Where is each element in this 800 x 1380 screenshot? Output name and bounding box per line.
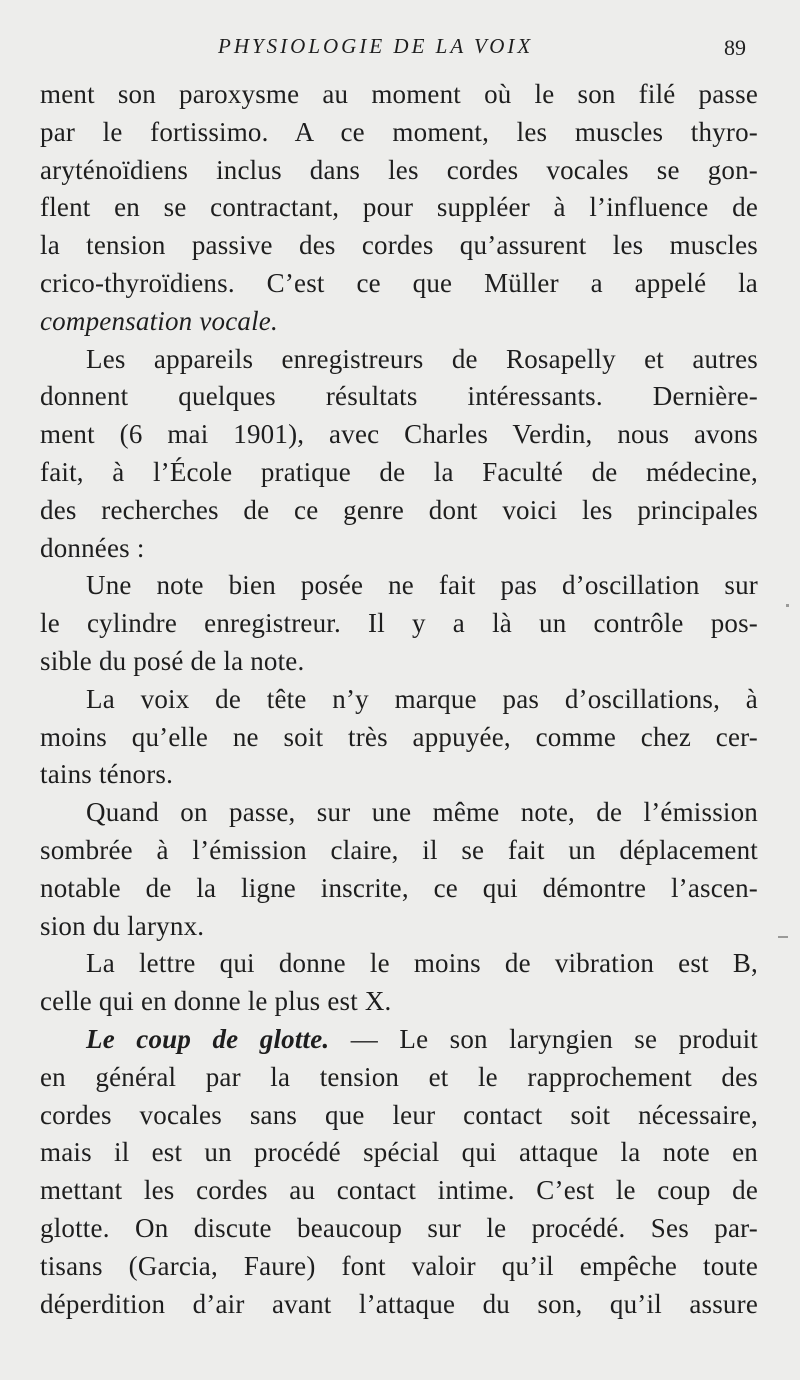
text-line: Les appareils enregistreurs de Rosapelly et autres: [86, 343, 758, 374]
text-line: la tension passive des cordes qu’assurent les muscles: [40, 230, 758, 261]
text-line: cordes vocales sans que leur contact soit nécessaire,: [40, 1099, 758, 1130]
text-line: Le coup de glotte. — Le son laryngien se produit: [86, 1023, 758, 1054]
text-line: Quand on passe, sur une même note, de l’émission: [86, 797, 758, 828]
text-line: des recherches de ce genre dont voici les principales: [40, 494, 758, 525]
text-line: ment (6 mai 1901), avec Charles Verdin, nous avons: [40, 419, 758, 450]
body-text: [40, 76, 758, 1323]
text-line: Une note bien posée ne fait pas d’oscillation sur: [86, 570, 758, 601]
text-line: [40, 303, 758, 341]
text-line: ment son paroxysme au moment où le son filé passe: [40, 79, 758, 109]
text-line: notable de la ligne inscrite, ce qui démontre l’ascen-: [40, 872, 758, 903]
text-line: tains ténors.: [40, 759, 174, 790]
text-line: sible du posé de la note.: [40, 645, 305, 676]
text-line: donnent quelques résultats intéressants. Dernière-: [40, 381, 758, 412]
text-line: glotte. On discute beaucoup sur le procédé. Ses par-: [40, 1212, 758, 1243]
text-line: moins qu’elle ne soit très appuyée, comme chez cer-: [40, 721, 758, 752]
text-line: tisans (Garcia, Faure) font valoir qu’il empêche toute: [40, 1250, 758, 1281]
text-line: flent en se contractant, pour suppléer à l’influence de: [40, 192, 758, 223]
text-line: La voix de tête n’y marque pas d’oscillations, à: [86, 683, 758, 714]
text-line: le cylindre enregistreur. Il y a là un contrôle pos-: [40, 608, 758, 639]
text-line: données :: [40, 532, 145, 563]
text-line: aryténoïdiens inclus dans les cordes vocales se gon-: [40, 154, 758, 185]
text-line: mettant les cordes au contact intime. C’est le coup de: [40, 1175, 758, 1206]
running-title: PHYSIOLOGIE DE LA VOIX: [218, 34, 534, 58]
scan-speck: [778, 936, 788, 938]
text-line: en général par la tension et le rapprochement des: [40, 1061, 758, 1092]
text-line: mais il est un procédé spécial qui attaque la note en: [40, 1137, 758, 1168]
text-line: par le fortissimo. A ce moment, les muscles thyro-: [40, 116, 758, 147]
text-line: La lettre qui donne le moins de vibration est B,: [86, 948, 758, 979]
text-line: déperdition d’air avant l’attaque du son, qu’il assure: [40, 1288, 758, 1319]
text-line: fait, à l’École pratique de la Faculté de médecine,: [40, 456, 758, 487]
text-line: celle qui en donne le plus est X.: [40, 986, 392, 1017]
text-line: sion du larynx.: [40, 910, 205, 941]
italic-term: compensation vocale.: [40, 305, 278, 336]
scan-speck: [786, 604, 789, 607]
page-number: 89: [724, 35, 746, 60]
text-line: crico-thyroïdiens. C’est ce que Müller a appelé la: [40, 267, 758, 298]
running-head: [0, 32, 800, 62]
section-heading: Le coup de glotte.: [86, 1023, 330, 1054]
text-line: sombrée à l’émission claire, il se fait un déplacement: [40, 834, 758, 865]
